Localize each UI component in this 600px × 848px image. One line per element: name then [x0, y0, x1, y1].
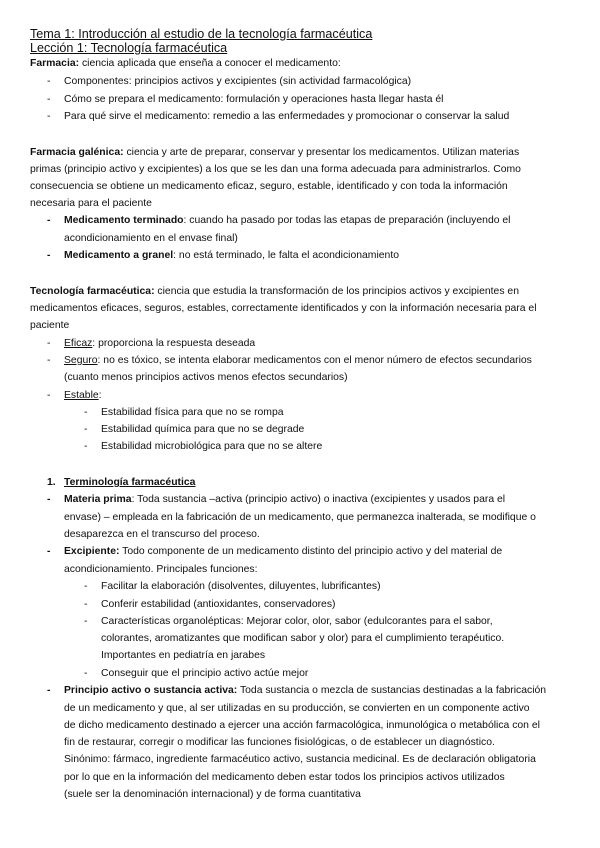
tecnologia-item [64, 354, 532, 367]
tecnologia-term: Tecnología farmacéutica: [30, 286, 155, 297]
bullet-dash: - [84, 616, 88, 627]
materia-text: : Toda sustancia –activa (principio activo) o inactiva (excipientes y usados para el [131, 494, 506, 505]
bullet-dash: - [84, 441, 88, 452]
principio-line: de dicho medicamento destinado a ejercer una acción farmacológica, inmunológica o metabólica con el [64, 720, 540, 731]
bullet-dash: - [47, 355, 51, 366]
bullet-dash: - [47, 215, 51, 226]
item-text: : no es tóxico, se intenta elaborar medicamentos con el menor número de efectos secundarios [97, 355, 532, 366]
farmacia-def: ciencia aplicada que enseña a conocer el medicamento: [81, 58, 341, 69]
principio-line: fin de restaurar, corregir o modificar las funciones fisiológicas, o de establecer un diagnóstico. [64, 737, 495, 748]
item-term: Medicamento a granel [64, 250, 174, 261]
galenica-line: necesaria para el paciente [30, 198, 152, 209]
tecnologia-item [64, 389, 102, 402]
bullet-dash: - [47, 94, 51, 105]
principio-line: de un medicamento y que, al ser utilizadas en su producción, se convierten en un componente activo [64, 703, 530, 714]
farmacia-bullet: Componentes: principios activos y excipientes (sin actividad farmacológica) [64, 76, 412, 87]
bullet-dash: - [84, 599, 88, 610]
excipiente-function-cont: Importantes en pediatría en jarabes [101, 650, 266, 661]
galenica-item [64, 249, 399, 262]
excipiente-line: acondicionamiento. Principales funciones: [64, 564, 258, 575]
item-text: : proporciona la respuesta deseada [92, 338, 256, 349]
galenica-item [64, 214, 510, 227]
item-text: : cuando ha pasado por todas las etapas de preparación (incluyendo el [183, 215, 511, 226]
principio-text: Toda sustancia o mezcla de sustancias destinadas a la fabricación [237, 685, 547, 696]
excipiente-line [64, 545, 502, 558]
bullet-dash: - [47, 250, 51, 261]
galenica-line: primas (principio activo y excipientes) a los que se les dan una forma adecuada para administrarlos. Como [30, 164, 521, 175]
galenica-line [30, 146, 519, 159]
galenica-item-cont: acondicionamiento en el envase final) [64, 233, 238, 244]
excipiente-term: Excipiente: [64, 546, 120, 557]
section-number: 1. [47, 477, 56, 488]
farmacia-definition [30, 57, 341, 70]
materia-line: desaparezca en el transcurso del proceso. [64, 529, 260, 540]
item-term: Seguro [64, 355, 98, 366]
farmacia-bullet: Para qué sirve el medicamento: remedio a las enfermedades y promocionar o conservar la salud [64, 111, 510, 122]
stable-subitem: Estabilidad microbiológica para que no se altere [101, 441, 323, 452]
tecnologia-line: medicamentos eficaces, seguros, estables, correctamente identificados y con la información necesaria para el [30, 303, 537, 314]
excipiente-function: Facilitar la elaboración (disolventes, diluyentes, lubrificantes) [101, 581, 381, 592]
tecnologia-item-cont: (cuanto menos principios activos menos efectos secundarios) [64, 372, 348, 383]
principio-line: Sinónimo: fármaco, ingrediente farmacéutico activo, sustancia medicinal. Es de declaración obligatoria [64, 754, 536, 765]
item-term: Eficaz [64, 338, 93, 349]
excipiente-function: Conseguir que el principio activo actúe mejor [101, 668, 309, 679]
galenica-text: ciencia y arte de preparar, conservar y presentar los medicamentos. Utilizan materias [126, 147, 520, 158]
principio-line [64, 684, 546, 697]
bullet-dash: - [47, 76, 51, 87]
lesson-title: Lección 1: Tecnología farmacéutica [30, 41, 228, 55]
bullet-dash: - [84, 581, 88, 592]
principio-line: (suele ser la denominación internacional) y de forma cuantitativa [64, 789, 361, 800]
bullet-dash: - [47, 390, 51, 401]
item-text: : no está terminado, le falta el acondicionamiento [173, 250, 399, 261]
tecnologia-line [30, 285, 519, 298]
tecnologia-item [64, 337, 255, 350]
farmacia-term: Farmacia: [30, 58, 80, 69]
bullet-dash: - [47, 111, 51, 122]
stable-subitem: Estabilidad química para que no se degrade [101, 424, 305, 435]
tecnologia-text: ciencia que estudia la transformación de los principios activos y excipientes en [157, 286, 519, 297]
item-text: : [98, 390, 102, 401]
materia-line [64, 493, 505, 506]
bullet-dash: - [47, 685, 51, 696]
excipiente-function: Conferir estabilidad (antioxidantes, conservadores) [101, 599, 336, 610]
bullet-dash: - [84, 668, 88, 679]
page-title: Tema 1: Introducción al estudio de la tecnología farmacéutica [30, 27, 373, 41]
item-term: Medicamento terminado [64, 215, 184, 226]
bullet-dash: - [47, 338, 51, 349]
bullet-dash: - [84, 407, 88, 418]
principio-line: por lo que en la información del medicamento deben estar todos los principios activos utilizados [64, 772, 505, 783]
galenica-term: Farmacia galénica: [30, 147, 124, 158]
bullet-dash: - [47, 494, 51, 505]
materia-term: Materia prima [64, 494, 132, 505]
bullet-dash: - [47, 546, 51, 557]
item-term: Estable [64, 390, 99, 401]
bullet-dash: - [84, 424, 88, 435]
principio-term: Principio activo o sustancia activa: [64, 685, 238, 696]
galenica-line: consecuencia se obtiene un medicamento eficaz, seguro, estable, identificado y con toda la información [30, 181, 508, 192]
farmacia-bullet: Cómo se prepara el medicamento: formulación y operaciones hasta llegar hasta él [64, 94, 444, 105]
excipiente-function: Características organolépticas: Mejorar color, olor, sabor (edulcorantes para el sabor, [101, 616, 493, 627]
tecnologia-line: paciente [30, 320, 70, 331]
section-heading: Terminología farmacéutica [64, 477, 196, 488]
stable-subitem: Estabilidad física para que no se rompa [101, 407, 284, 418]
excipiente-text: Todo componente de un medicamento distinto del principio activo y del material de [119, 546, 503, 557]
materia-line: envase) – empleada en la fabricación de un medicamento, que permanezca inalterada, se modifique o [64, 512, 536, 523]
excipiente-function-cont: colorantes, aromatizantes que modifican sabor y olor) para el cumplimiento terapéutico. [101, 633, 505, 644]
